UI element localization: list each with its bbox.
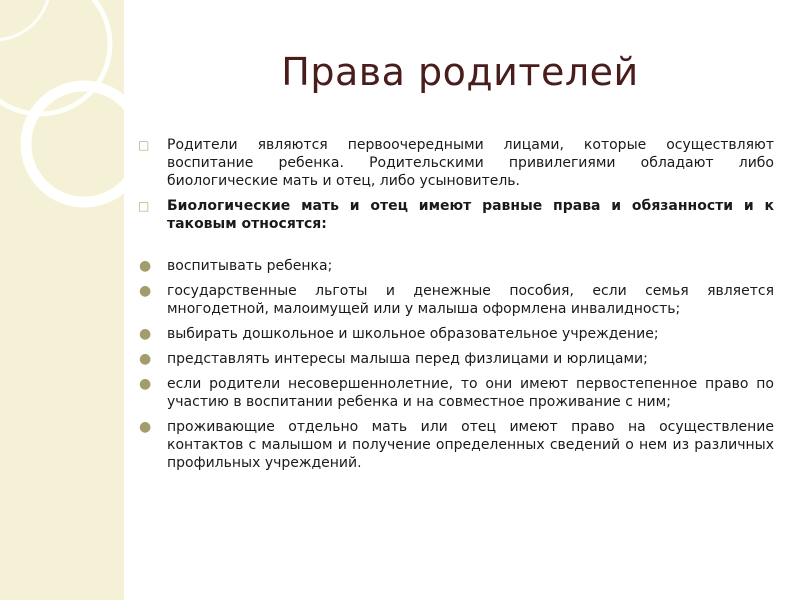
dot-bullet-icon: ● [139, 351, 152, 367]
dot-bullet-icon: ● [139, 326, 152, 342]
intro-paragraph [138, 136, 774, 190]
decorative-rings [0, 0, 124, 600]
hollow-square-marker-icon: □ [138, 138, 150, 152]
list-item [138, 375, 774, 411]
slide-title: Права родителей [281, 50, 639, 94]
list-item-text: представлять интересы малыша перед физлицами и юрлицами; [167, 351, 648, 367]
dot-bullet-icon: ● [139, 376, 152, 392]
hollow-square-marker-icon: □ [138, 199, 150, 213]
dot-bullet-icon: ● [139, 419, 152, 435]
rights-heading-text: Биологические мать и отец имеют равные права и обязанности и к таковым относятся: [167, 198, 774, 232]
rights-heading-paragraph [138, 197, 774, 233]
list-item-text: проживающие отдельно мать или отец имеют право на осуществление контактов с малышом и получение определенных сведений о нем из различных профильных учреждений. [167, 419, 774, 471]
dot-bullet-icon: ● [139, 258, 152, 274]
list-item [138, 418, 774, 472]
list-item [138, 282, 774, 318]
list-item-text: государственные льготы и денежные пособия, если семья является многодетной, малоимущей или у малыша оформлена инвалидность; [167, 283, 774, 317]
list-item-text: выбирать дошкольное и школьное образовательное учреждение; [167, 326, 659, 342]
slide-content [138, 136, 774, 472]
list-item-text: воспитывать ребенка; [167, 258, 333, 274]
intro-paragraph-text: Родители являются первоочередными лицами, которые осуществляют воспитание ребенка. Родительскими привилегиями обладают либо биологические мать и отец, либо усыновитель. [167, 137, 774, 189]
list-item [138, 350, 774, 368]
dot-bullet-icon: ● [139, 283, 152, 299]
list-item [138, 257, 774, 275]
list-item-text: если родители несовершеннолетние, то они имеют первостепенное право по участию в воспитании ребенка и на совместное проживание с ним; [167, 376, 774, 410]
list-item [138, 325, 774, 343]
